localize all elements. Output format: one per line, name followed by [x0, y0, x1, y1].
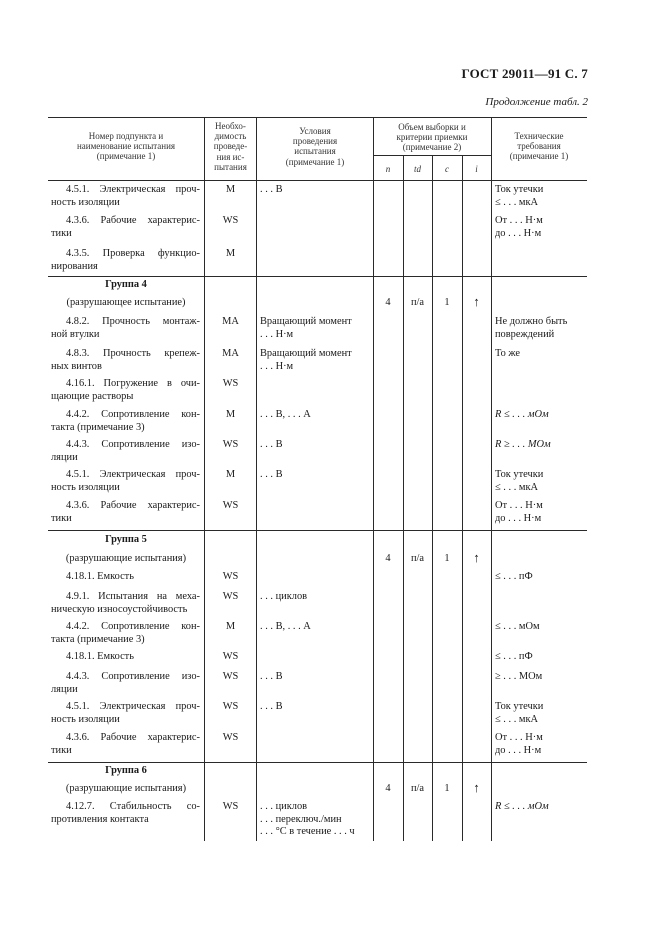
row-conditions: Вращающий момент . . . Н·м — [260, 348, 352, 372]
table-row-item: 4.4.3. Сопротивление изо- ляции — [51, 439, 200, 463]
row-conditions: . . . В — [260, 184, 283, 195]
header-requirements: Технические требования (примечание 1) — [509, 131, 569, 162]
row-necessity: WS — [222, 571, 239, 582]
col-divider-7 — [491, 117, 492, 841]
group-title: Группа 4 — [105, 279, 147, 290]
table-row-item: 4.4.3. Сопротивление изо- ляции — [51, 671, 200, 695]
sample-c: 1 — [444, 553, 450, 564]
col-divider-2 — [256, 117, 257, 841]
row-requirements: От . . . Н·м до . . . Н·м — [495, 215, 543, 239]
row-requirements: От . . . Н·м до . . . Н·м — [495, 500, 543, 524]
table-row-item: 4.16.1. Погружение в очи- щающие растворы — [51, 378, 200, 402]
header-sub-td: td — [413, 164, 421, 174]
table-row-item: 4.4.2. Сопротивление кон- такта (примечание 3) — [51, 621, 200, 645]
table-row-item: 4.3.5. Проверка функцио- нирования — [51, 248, 200, 272]
row-requirements: ≥ . . . МОм — [495, 671, 543, 682]
header-bottom-border — [48, 180, 587, 181]
row-necessity: M — [225, 409, 236, 420]
row-requirements: Ток утечки ≤ . . . мкА — [495, 469, 544, 493]
row-necessity: WS — [222, 651, 239, 662]
row-necessity: WS — [222, 378, 239, 389]
group-title: Группа 6 — [105, 765, 147, 776]
table-row-item: 4.3.6. Рабочие характерис- тики — [51, 215, 200, 239]
header-necessity: Необхо- димость проведе- ния ис- пытания — [213, 121, 248, 172]
row-requirements: R ≤ . . . мОм — [495, 409, 549, 420]
row-necessity: WS — [222, 671, 239, 682]
table-row-item: 4.5.1. Электрическая проч- ность изоляции — [51, 469, 200, 493]
sample-i-arrow: ↑ — [473, 294, 480, 309]
group-title: Группа 5 — [105, 534, 147, 545]
header-conditions: Условия проведения испытания (примечание 1) — [285, 126, 345, 167]
table-row-item: 4.18.1. Емкость — [66, 571, 134, 582]
sample-c: 1 — [444, 297, 450, 308]
sample-c: 1 — [444, 783, 450, 794]
row-conditions: Вращающий момент . . . Н·м — [260, 316, 352, 340]
row-requirements: То же — [495, 348, 521, 359]
row-conditions: . . . циклов — [260, 591, 308, 602]
col-divider-5 — [432, 155, 433, 841]
header-sub-c: c — [445, 164, 449, 174]
sample-n: 4 — [385, 297, 391, 308]
row-necessity: WS — [222, 701, 239, 712]
table-top-border — [48, 117, 587, 118]
header-item: Номер подпункта и наименование испытания (примечание 1) — [76, 131, 176, 162]
row-necessity: M — [225, 184, 236, 195]
sample-n: 4 — [385, 783, 391, 794]
row-necessity: MA — [222, 348, 239, 359]
group5-separator — [48, 530, 587, 531]
row-necessity: WS — [222, 500, 239, 511]
table-row-item: 4.3.6. Рабочие характерис- тики — [51, 732, 200, 756]
row-necessity: WS — [222, 732, 239, 743]
row-necessity: M — [225, 621, 236, 632]
row-conditions: . . . В — [260, 701, 283, 712]
table-row-item: 4.5.1. Электрическая проч- ность изоляции — [51, 184, 200, 208]
row-necessity: M — [225, 469, 236, 480]
table-row-item: 4.5.1. Электрическая проч- ность изоляции — [51, 701, 200, 725]
sample-td: п/а — [410, 297, 425, 308]
group-subtitle: (разрушающие испытания) — [65, 783, 187, 794]
group-subtitle: (разрушающие испытания) — [65, 553, 187, 564]
row-necessity: WS — [222, 801, 239, 812]
header-sub-i: i — [475, 164, 478, 174]
row-conditions: . . . В — [260, 671, 283, 682]
col-divider-3 — [373, 117, 374, 841]
group6-separator — [48, 762, 587, 763]
table-row-item: 4.8.3. Прочность крепеж- ных винтов — [51, 348, 200, 372]
sample-td: п/а — [410, 783, 425, 794]
row-requirements: ≤ . . . пФ — [495, 571, 533, 582]
table-row-item: 4.12.7. Стабильность со- противления контакта — [51, 801, 200, 825]
row-necessity: M — [225, 248, 236, 259]
group4-separator — [48, 276, 587, 277]
table-row-item: 4.3.6. Рабочие характерис- тики — [51, 500, 200, 524]
sample-td: п/а — [410, 553, 425, 564]
row-requirements: От . . . Н·м до . . . Н·м — [495, 732, 543, 756]
sample-i-arrow: ↑ — [473, 780, 480, 795]
table-row-item: 4.8.2. Прочность монтаж- ной втулки — [51, 316, 200, 340]
row-requirements: R ≤ . . . мОм — [495, 801, 549, 812]
row-requirements: ≤ . . . пФ — [495, 651, 533, 662]
row-requirements: R ≥ . . . МОм — [495, 439, 551, 450]
sample-n: 4 — [385, 553, 391, 564]
col-divider-4 — [403, 155, 404, 841]
table-row-item: 4.9.1. Испытания на меха- ническую износоустойчивость — [51, 591, 200, 615]
row-requirements: Ток утечки ≤ . . . мкА — [495, 184, 544, 208]
table-row-item: 4.18.1. Емкость — [66, 651, 134, 662]
row-necessity: WS — [222, 215, 239, 226]
col-divider-6 — [462, 155, 463, 841]
header-sub-n: n — [385, 164, 391, 174]
row-conditions: . . . циклов . . . переключ./мин . . . °С в течение . . . ч — [260, 801, 355, 838]
header-sample: Объем выборки и критерии приемки (примечание 2) — [396, 122, 468, 153]
row-conditions: . . . В — [260, 469, 283, 480]
row-requirements: Не должно быть повреждений — [495, 316, 568, 340]
row-requirements: Ток утечки ≤ . . . мкА — [495, 701, 544, 725]
group-subtitle: (разрушающее испытание) — [66, 297, 186, 308]
row-necessity: MA — [222, 316, 239, 327]
table-continuation-label: Продолжение табл. 2 — [485, 96, 588, 108]
row-conditions: . . . В — [260, 439, 283, 450]
row-conditions: . . . В, . . . А — [260, 621, 311, 632]
row-conditions: . . . В, . . . А — [260, 409, 311, 420]
row-requirements: ≤ . . . мОм — [495, 621, 540, 632]
sample-i-arrow: ↑ — [473, 550, 480, 565]
row-necessity: WS — [222, 591, 239, 602]
document-reference: ГОСТ 29011—91 С. 7 — [461, 66, 588, 81]
row-necessity: WS — [222, 439, 239, 450]
table-row-item: 4.4.2. Сопротивление кон- такта (примечание 3) — [51, 409, 200, 433]
